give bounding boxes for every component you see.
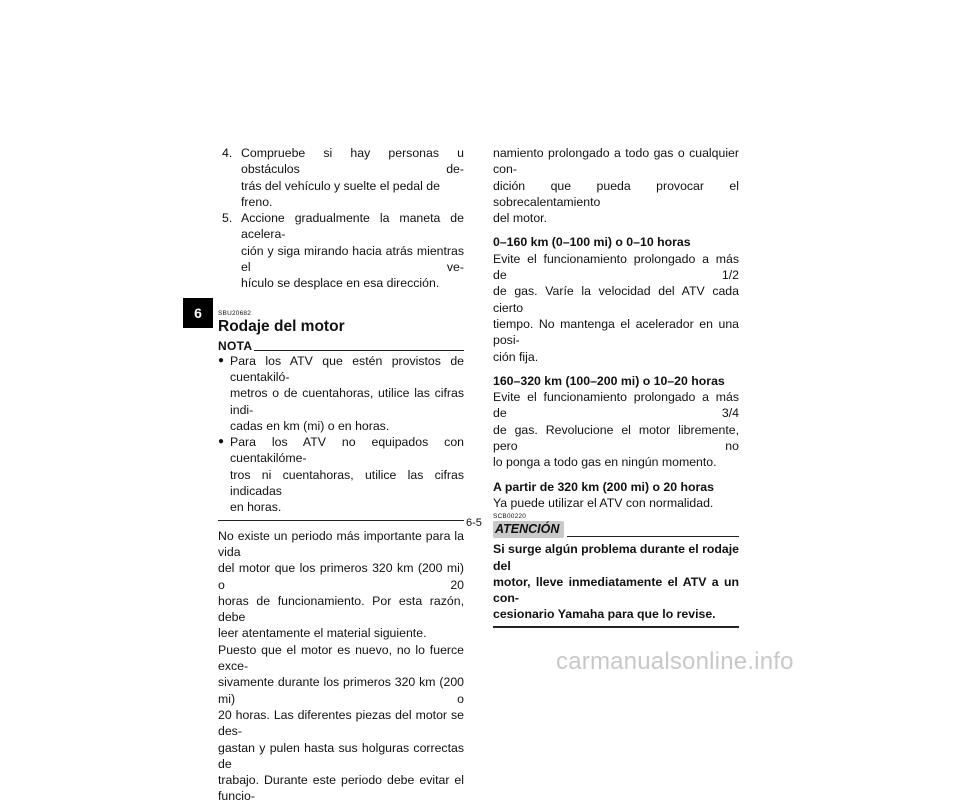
body-line: de gas. Revolucione el motor libremente, pero no (493, 422, 739, 454)
nota-divider (254, 350, 464, 351)
right-column (493, 145, 739, 628)
nota-label: NOTA (218, 338, 253, 353)
bullet-line: Para los ATV no equipados con cuentakilóme- (230, 435, 464, 466)
step-line: Compruebe si hay personas u obstáculos de- (241, 146, 464, 177)
body-line: leer atentamente el material siguiente. (218, 626, 427, 641)
step-line: ción y siga mirando hacia atrás mientras el ve- (241, 243, 464, 275)
body-line: gastan y pulen hasta sus holguras correctas de (218, 740, 464, 771)
page-number: 6-5 (466, 517, 482, 529)
body-line: 20 horas. Las diferentes piezas del motor se des- (218, 707, 464, 739)
step-item (218, 210, 464, 291)
caution-end-divider (493, 626, 739, 628)
step-line: hículo se desplace en esa dirección. (241, 276, 440, 291)
caution-divider (567, 536, 739, 537)
body-line: namiento prolongado a todo gas o cualquier con- (493, 146, 739, 177)
bullet-icon: ● (218, 354, 225, 366)
body-line: No existe un periodo más importante para la vida (218, 528, 464, 559)
body-line: Ya puede utilizar el ATV con normalidad. (493, 495, 714, 510)
watermark: carmanualsonline.info (556, 648, 794, 675)
caution-line: motor, lleve inmediatamente el ATV a un con- (493, 574, 739, 606)
body-line: del motor que los primeros 320 km (200 mi) o 20 (218, 561, 464, 592)
bullet-item (218, 434, 464, 515)
bullet-line: cadas en km (mi) o en horas. (230, 418, 390, 433)
section-code: SBU20682 (218, 309, 252, 317)
body-paragraph (218, 528, 464, 805)
section-heading: Rodaje del motor (218, 317, 345, 335)
step-number: 4. (222, 146, 233, 160)
step-line: trás del vehículo y suelte el pedal de freno. (241, 178, 440, 209)
body-line: Evite el funcionamiento prolongado a más de 1/2 (493, 251, 739, 283)
body-line: Puesto que el motor es nuevo, no lo fuerce exce- (218, 642, 464, 674)
body-line: trabajo. Durante este periodo debe evitar el funcio- (218, 773, 464, 804)
bullet-line: en horas. (230, 500, 282, 515)
bullet-line: Para los ATV que estén provistos de cuentakiló- (230, 353, 464, 384)
step-line: Accione gradualmente la maneta de acelera- (241, 211, 464, 242)
body-line: sivamente durante los primeros 320 km (200 mi) o (218, 675, 464, 706)
bullet-line: metros o de cuentahoras, utilice las cifras indi- (230, 386, 464, 417)
nota-end-divider (218, 520, 464, 521)
caution-label: ATENCIÓN (493, 521, 564, 538)
bullet-line: tros ni cuentahoras, utilice las cifras indicadas (230, 467, 464, 499)
subsection-title: 0–160 km (0–100 mi) o 0–10 horas (493, 235, 691, 250)
chapter-tab: 6 (183, 298, 213, 328)
caution-text (493, 541, 739, 622)
subsection-title: 160–320 km (100–200 mi) o 10–20 horas (493, 373, 725, 388)
body-line: Evite el funcionamiento prolongado a más de 3/4 (493, 390, 739, 421)
bullet-item (218, 353, 464, 434)
subsection-title: A partir de 320 km (200 mi) o 20 horas (493, 479, 714, 494)
body-line: tiempo. No mantenga el acelerador en una posi- (493, 316, 739, 348)
body-line: del motor. (493, 211, 547, 226)
body-line: de gas. Varíe la velocidad del ATV cada cierto (493, 284, 739, 315)
body-line: horas de funcionamiento. Por esta razón, debe (218, 593, 464, 625)
step-number: 5. (222, 211, 233, 226)
step-item (218, 145, 464, 210)
body-line: lo ponga a todo gas en ningún momento. (493, 455, 717, 470)
caution-line: cesionario Yamaha para que lo revise. (493, 607, 716, 622)
left-column (218, 145, 464, 805)
bullet-icon: ● (218, 436, 225, 448)
caution-code: SCB00220 (493, 513, 527, 521)
caution-line: Si surge algún problema durante el rodaje del (493, 542, 739, 573)
body-line: dición que pueda provocar el sobrecalentamiento (493, 178, 739, 209)
caution-header (493, 521, 739, 538)
body-line: ción fija. (493, 349, 539, 364)
nota-header (218, 339, 464, 353)
